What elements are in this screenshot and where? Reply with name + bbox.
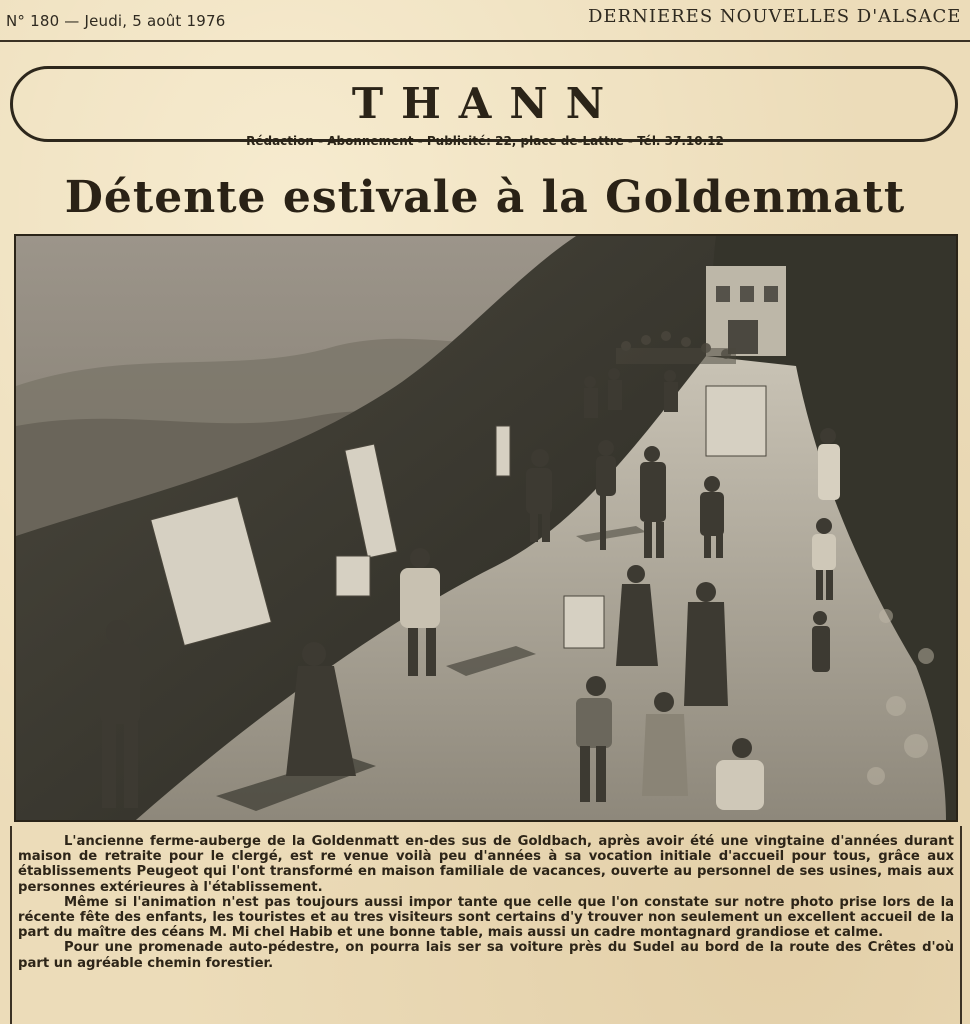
paragraph-2: Même si l'animation n'est pas toujours aussi impor tante que celle que l'on constate sur notre photo prise lors de la récente fête des enfants, les touristes et au tres visiteurs sont certains d'y trouver non seulement un excellent accueil de la part du maître des céans M. Mi chel Habib et une bonne table, mais aussi un cadre montagnard grandiose et calme. xyxy=(18,894,954,941)
issue-line: N° 180 — Jeudi, 5 août 1976 xyxy=(6,12,226,30)
left-rule xyxy=(80,141,240,142)
article-photo xyxy=(14,234,958,822)
article-body xyxy=(10,826,962,1024)
paragraph-1: L'ancienne ferme-auberge de la Goldenmatt en-des sus de Goldbach, après avoir été une vingtaine d'années durant maison de retraite pour le clergé, est re venue voilà peu d'années à sa vocation initiale d'accueil pour tous, grâce aux établissements Peugeot qui l'ont transformé en maison familiale de vacances, ouverte au personnel de ses usines, mais aux personnes extérieures à l'établissement. xyxy=(18,834,954,895)
section-title: THANN xyxy=(351,79,623,128)
masthead xyxy=(0,0,970,42)
article-headline: Détente estivale à la Goldenmatt xyxy=(64,172,906,223)
section-banner xyxy=(10,66,958,142)
section-contact-line xyxy=(0,134,970,148)
paper-name: DERNIERES NOUVELLES D'ALSACE xyxy=(588,6,962,27)
paragraph-3: Pour une promenade auto-pédestre, on pourra lais ser sa voiture près du Sudel au bord de la route des Crêtes d'où part un agréable chemin forestier. xyxy=(18,940,954,971)
right-rule xyxy=(730,141,890,142)
section-contact-text: Rédaction - Abonnement - Publicité: 22, place de-Lattre - Tél. 37.10.12 xyxy=(246,134,724,148)
photo-icon xyxy=(16,236,956,820)
